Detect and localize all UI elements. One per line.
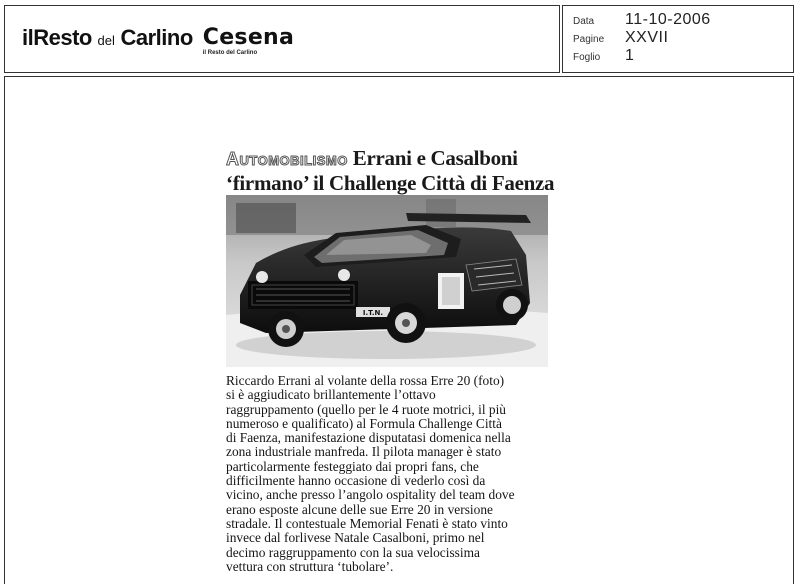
meta-row-foglio [573, 47, 634, 65]
logo-del: del [97, 33, 115, 48]
article-line: erano esposte alcune delle sue Erre 20 in versione [226, 501, 493, 517]
article-line: raggruppamento (quello per le 4 ruote motrici, il più [226, 401, 507, 417]
article-line: difficilmente hanno occasione di vederlo così da [226, 473, 486, 489]
data-value: 11-10-2006 [625, 11, 711, 28]
headline-line2: ‘firmano’ il Challenge Città di Faenza [226, 171, 555, 195]
meta-row-data [573, 11, 711, 29]
edition-block [203, 27, 294, 56]
foglio-value: 1 [625, 47, 635, 64]
pagine-label: Pagine [573, 34, 605, 45]
edition-name: Cesena [202, 25, 295, 50]
article-line: decimo raggruppamento con la sua velocissima [226, 544, 480, 560]
article-body [226, 374, 556, 574]
article-line: zona industriale manfreda. Il pilota manager è stato [226, 444, 502, 460]
pagine-value: XXVII [625, 29, 669, 46]
rally-car-illustration [226, 195, 548, 367]
data-label: Data [573, 16, 595, 27]
newspaper-logo [22, 27, 193, 52]
logo-il: il [22, 25, 34, 50]
article-line: stradale. Il contestuale Memorial Fenati è stato vinto [226, 515, 508, 531]
logo-resto: Resto [33, 25, 92, 50]
rally-car-photo [226, 195, 548, 367]
newspaper-masthead [22, 27, 294, 56]
article-line: vicino, anche presso l’angolo ospitality del team dove [226, 487, 515, 503]
edition-subtitle: il Resto del Carlino [202, 50, 258, 56]
foglio-label: Foglio [573, 52, 601, 63]
article-headline [226, 146, 566, 195]
meta-row-pagine [573, 29, 668, 47]
car-sponsor-text: I.T.N. [362, 309, 384, 317]
article-line: vettura con struttura ‘tubolare’. [226, 558, 394, 574]
article-line: si è aggiudicato brillantemente l’ottavo [226, 387, 436, 403]
logo-carlino: Carlino [120, 25, 193, 50]
headline-line1: Errani e Casalboni [352, 146, 518, 170]
article-line: numeroso e qualificato) al Formula Challenge Città [226, 415, 502, 431]
article-line: invece dal forlivese Natale Casalboni, primo nel [226, 530, 485, 546]
article-line: Riccardo Errani al volante della rossa Erre 20 (foto) [226, 373, 505, 388]
section-kicker: Automobilismo [226, 149, 348, 169]
article-line: di Faenza, manifestazione disputatasi domenica nella [226, 430, 511, 446]
article-line: particolarmente festeggiato dai propri fans, che [226, 458, 479, 474]
